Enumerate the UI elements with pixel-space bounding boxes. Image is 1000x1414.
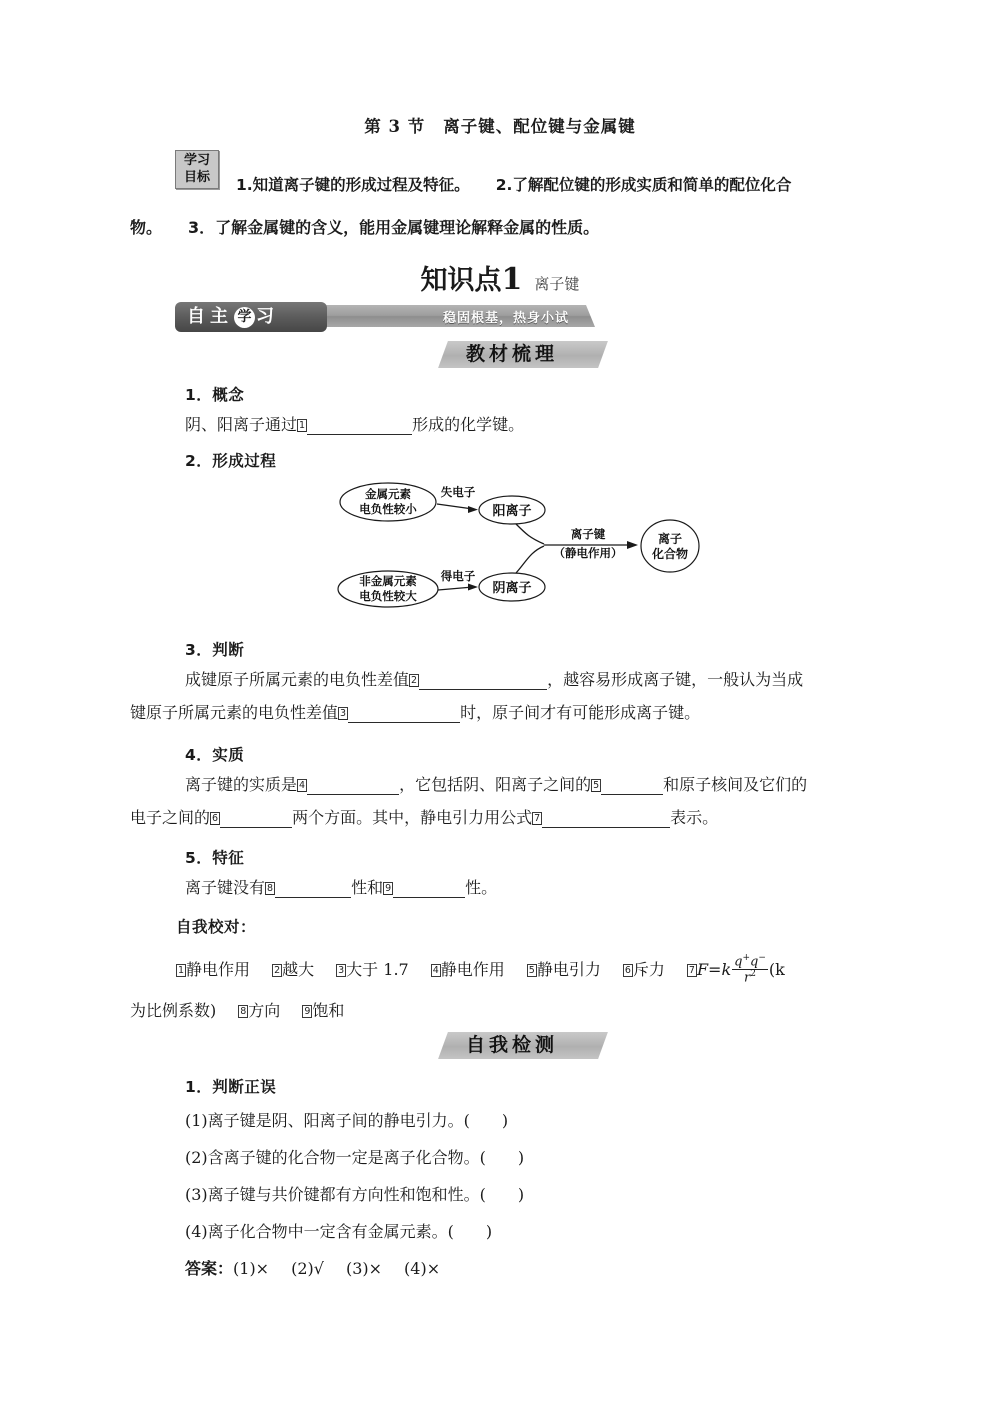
feature-line [185,875,497,898]
node-compound-label-2: 化合物 [651,547,689,561]
essence-l2-c: 表示。 [670,808,719,827]
knowledge-point-heading [0,258,1000,297]
banner-char-4: 习 [256,306,279,327]
objective-item-2: 2.了解配位键的形成实质和简单的配位化合 [495,176,792,194]
objective-item-1: 1.知道离子键的形成过程及特征。 [236,176,470,194]
feature-a: 离子键没有 [185,878,266,897]
judgement-line-2 [130,700,700,723]
node-compound-ellipse [641,520,699,572]
formula-numerator-q2: q [750,954,759,970]
formula-sup-minus: − [758,953,766,963]
judgement-line-1 [185,667,803,690]
node-compound-label-1: 离子 [657,532,683,546]
key-marker-4: 4 [432,964,439,976]
banner-circle-char: 学 [234,307,255,328]
blank-marker-7: 7 [534,813,541,824]
learning-objective-text-line2 [130,215,920,241]
key-marker-5: 5 [528,964,535,976]
heading-formation: 2．形成过程 [185,452,277,470]
key-formula-fraction [732,954,768,985]
self-test-item: (2)含离子键的化合物一定是离子化合物。( ) [185,1148,525,1167]
formula-denominator-r: r [744,970,751,986]
heading-feature: 5．特征 [185,849,245,867]
node-anion-label: 阴离子 [492,581,532,596]
key-answer-6: 斥力 [632,959,665,979]
key-answer-9: 饱和 [312,1001,345,1020]
learning-objective-badge [175,150,219,189]
answer-label: 答案： [185,1259,234,1278]
feature-b: 性和 [351,878,384,897]
objective-item-3: 3．了解金属键的含义，能用金属键理论解释金属的性质。 [188,218,600,237]
essence-l2-a: 电子之间的 [130,808,211,827]
banner-left-text [187,305,279,329]
key-marker-2: 2 [274,964,281,976]
edge-gain-label: 得电子 [440,569,476,583]
node-nonmetal-label-1: 非金属元素 [359,574,417,588]
essence-l1-c: 和原子核间及它们的 [663,775,808,794]
self-study-banner [175,302,595,332]
blank-marker-3: 3 [340,708,347,719]
page-title [0,113,1000,137]
blank-marker-2: 2 [411,675,418,686]
knowledge-point-subtitle: 离子键 [534,275,580,293]
key-answer-1: 静电作用 [186,959,251,979]
answer-item-3: (3)× [345,1259,383,1278]
knowledge-point-label: 知识点 [420,265,502,296]
key-answer-5: 静电引力 [536,959,601,979]
edge-gain-electron [438,587,473,590]
key-marker-8: 8 [240,1006,247,1017]
formula-numerator-q1: q [734,954,743,970]
key-answer-4: 静电作用 [440,959,505,979]
essence-line-1 [185,772,807,795]
section-label: 第 3 节 [364,117,426,136]
key-marker-6: 6 [624,964,631,976]
badge-line-1: 学习 [183,153,210,168]
section-title-text: 离子键、配位键与金属键 [443,117,636,136]
essence-l1-a: 离子键的实质是 [185,775,298,794]
answer-item-1: (1)× [233,1259,270,1278]
blank-marker-4: 4 [299,780,306,791]
concept-after: 形成的化学键。 [412,415,525,434]
judgement-l2-before: 键原子所属元素的电负性差值 [130,703,339,722]
concept-before: 阴、阳离子通过 [185,415,298,434]
banner-char-2: 主 [210,306,233,327]
node-metal-label-2: 电负性较小 [359,502,417,516]
essence-l2-b: 两个方面。其中，静电引力用公式 [292,808,533,827]
edge-bond-label-1: 离子键 [570,527,606,541]
key-formula-lhs: F=k [696,959,732,979]
arrowhead-lose [468,506,478,513]
formula-sup-plus: + [742,953,751,963]
banner-right-text: 稳固根基，热身小试 [443,311,570,326]
edge-cation-join [516,524,544,544]
answer-item-2: (2)√ [291,1259,324,1278]
learning-objective-text [236,172,1000,198]
blank-marker-8: 8 [267,883,274,894]
objective-item-3-wrap: 物。 [130,218,163,237]
self-test-item: (4)离子化合物中一定含有金属元素。( ) [185,1222,493,1241]
key-answer-2: 越大 [282,959,315,979]
feature-c: 性。 [465,878,498,897]
self-check-label: 自我校对： [176,918,257,936]
judgement-l1-before: 成键原子所属元素的电负性差值 [185,670,410,689]
edge-anion-join [516,546,544,573]
node-cation-label: 阳离子 [492,504,532,519]
key-formula-tail2: 为比例系数) [130,1001,217,1020]
concept-text [185,412,524,435]
key-marker-3: 3 [338,964,345,976]
answer-key-line-1 [176,955,785,986]
answer-item-4: (4)× [404,1259,441,1278]
key-answer-3: 大于 1.7 [346,959,409,979]
node-metal-label-1: 金属元素 [365,487,411,501]
textbook-review-label: 教材梳理 [466,343,559,365]
key-answer-8: 方向 [248,1001,281,1020]
essence-l1-b: ，它包括阴、阳离子之间的 [399,775,592,794]
arrowhead-ionic-bond [627,541,638,549]
key-marker-7: 7 [688,964,695,976]
blank-marker-1: 1 [299,420,306,431]
edge-bond-label-2: （静电作用） [553,546,623,560]
key-marker-1: 1 [178,964,185,976]
self-test-question-heading: 1．判断正误 [185,1078,277,1096]
heading-concept: 1．概念 [185,386,245,404]
key-marker-9: 9 [304,1006,311,1017]
banner-char-1: 自 [187,306,210,327]
judgement-l2-after: 时，原子间才有可能形成离子键。 [460,703,701,722]
judgement-l1-after: ，越容易形成离子键，一般认为当成 [547,670,804,689]
node-nonmetal-label-2: 电负性较大 [359,589,417,603]
self-test-item: (3)离子键与共价键都有方向性和饱和性。( ) [185,1185,525,1204]
knowledge-point-number: 1 [501,262,523,297]
blank-marker-9: 9 [385,883,392,894]
formula-denominator-exp: 2 [750,968,756,979]
key-formula-tail: (k [768,959,785,979]
self-test-answer-row [185,1256,440,1279]
blank-marker-5: 5 [593,780,600,791]
blank-marker-6: 6 [212,813,219,824]
essence-line-2 [130,805,718,828]
self-test-label: 自我检测 [466,1034,559,1056]
arrowhead-gain [468,584,478,591]
self-test-item: (1)离子键是阴、阳离子间的静电引力。( ) [185,1111,509,1130]
heading-essence: 4．实质 [185,746,245,764]
answer-key-line-2 [130,998,344,1021]
edge-lose-label: 失电子 [440,485,476,499]
heading-judgement: 3．判断 [185,641,245,659]
edge-lose-electron [437,504,473,509]
badge-line-2: 目标 [183,170,210,185]
ionic-bond-formation-diagram [330,472,730,617]
